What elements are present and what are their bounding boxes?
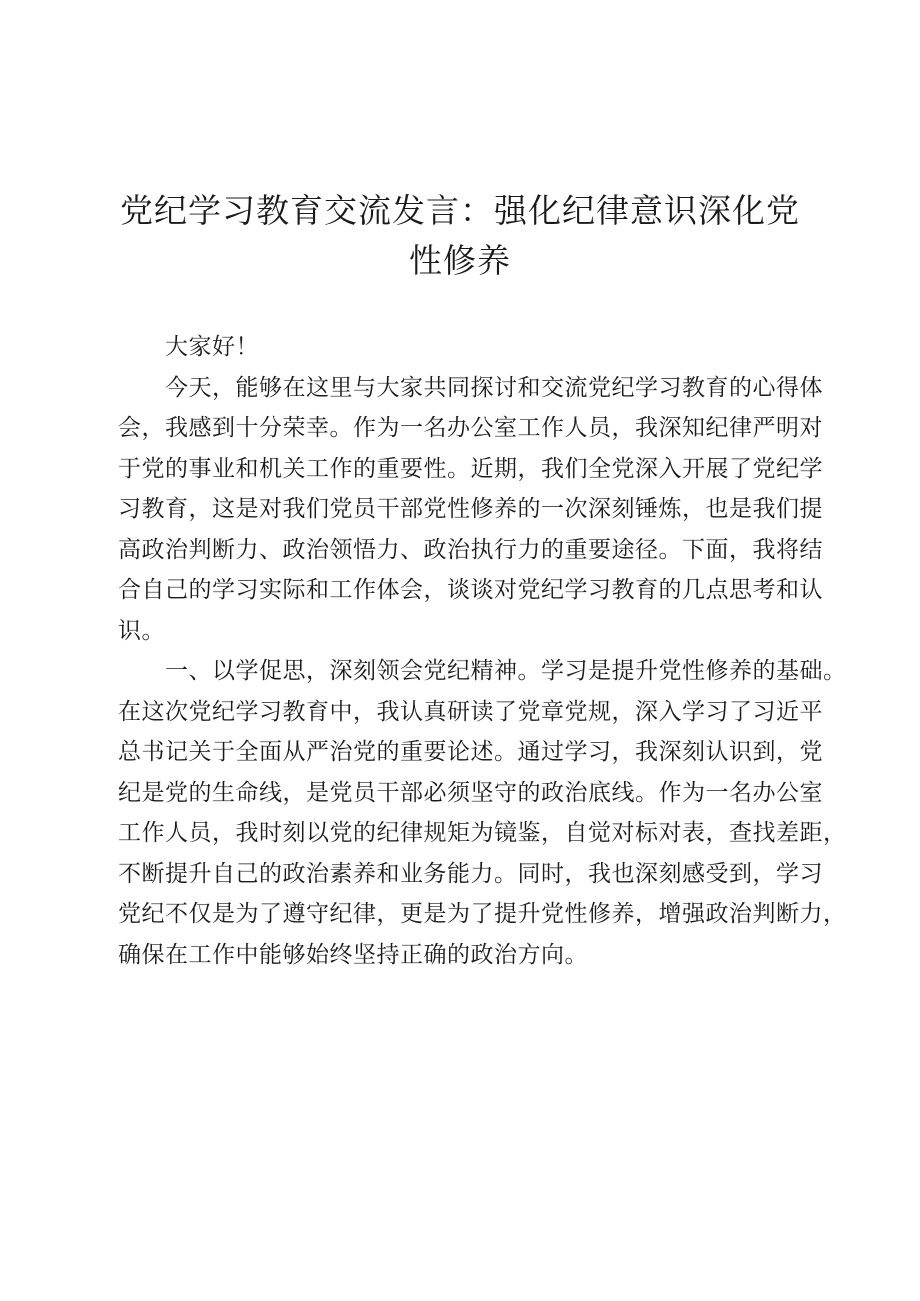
text-line: 识。 (118, 617, 165, 644)
text-line: 在这次党纪学习教育中，我认真研读了党章党规，深入学习了习近平 (118, 698, 823, 725)
document-title (118, 186, 802, 286)
text-line: 合自己的学习实际和工作体会，谈谈对党纪学习教育的几点思考和认 (118, 577, 823, 603)
document-body (118, 327, 847, 975)
text-line: 总书记关于全面从严治党的重要论述。通过学习，我深刻认识到，党 (118, 739, 823, 765)
text-line: 工作人员，我时刻以党的纪律规矩为镜鉴，自觉对标对表，查找差距， (118, 820, 847, 846)
text-line: 今天，能够在这里与大家共同探讨和交流党纪学习教育的心得体 (165, 374, 823, 401)
intro-paragraph (118, 368, 824, 652)
text-line: 会，我感到十分荣幸。作为一名办公室工作人员，我深知纪律严明对 (118, 415, 823, 441)
text-line: 党纪不仅是为了遵守纪律，更是为了提升党性修养，增强政治判断力， (118, 901, 847, 927)
text-line: 不断提升自己的政治素养和业务能力。同时，我也深刻感受到，学习 (118, 860, 823, 887)
text-line: 一、以学促思，深刻领会党纪精神。学习是提升党性修养的基础。 (165, 658, 847, 684)
title-line-1: 党纪学习教育交流发言：强化纪律意识深化党 (120, 191, 800, 230)
text-line: 于党的事业和机关工作的重要性。近期，我们全党深入开展了党纪学 (118, 455, 823, 482)
text-line: 高政治判断力、政治领悟力、政治执行力的重要途径。下面，我将结 (118, 536, 823, 563)
title-line-2: 性修养 (409, 241, 511, 280)
section-one-paragraph (118, 651, 847, 975)
greeting-paragraph (118, 327, 824, 368)
text-line: 纪是党的生命线，是党员干部必须坚守的政治底线。作为一名办公室 (118, 779, 823, 806)
text-line: 大家好！ (165, 334, 259, 360)
text-line: 习教育，这是对我们党员干部党性修养的一次深刻锤炼，也是我们提 (118, 496, 823, 522)
text-line: 确保在工作中能够始终坚持正确的政治方向。 (118, 941, 588, 968)
